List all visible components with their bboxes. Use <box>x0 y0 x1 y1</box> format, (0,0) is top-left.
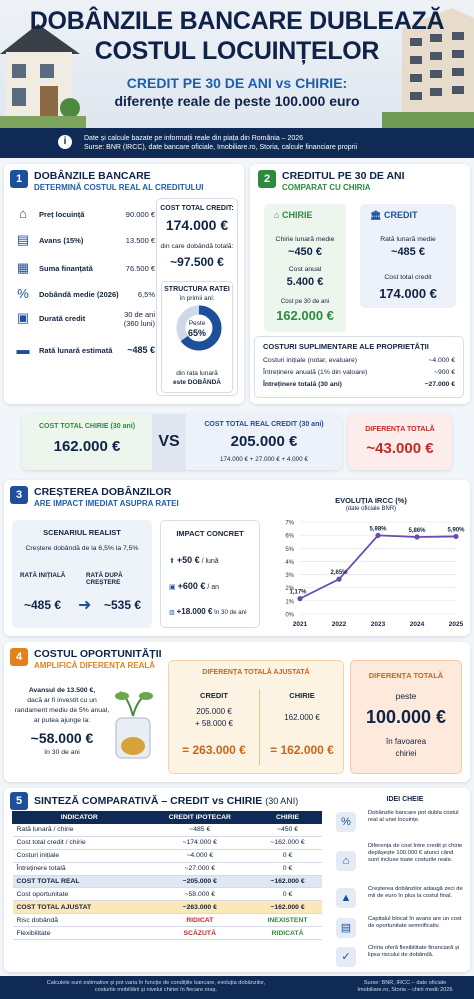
footer-sources: Surse: BNR, IRCC – date oficiale Imobiliare.ro, Storia – chirii medii 2026 <box>357 980 453 993</box>
cost-summary-box: COST TOTAL CREDIT: 174.000 € din care dobândă totală: ~97.500 € STRUCTURA RATEI în primii ani: Peste 65% din rata lunară este DOBÂNDĂ <box>156 198 238 396</box>
percent-icon: % <box>17 286 29 301</box>
row-financed: ▦ Suma finanțată 76.500 € <box>14 260 149 278</box>
data-point <box>336 577 341 582</box>
building-icon: ▥ <box>169 609 175 616</box>
y-tick-label: 6% <box>285 533 294 540</box>
section-title: CREȘTEREA DOBÂNZILOR <box>34 486 172 498</box>
series-line <box>300 535 456 598</box>
wallet-icon: ▬ <box>16 342 30 357</box>
x-tick-label: 2022 <box>331 621 347 628</box>
impact-box: IMPACT CONCRET ⬆ +50 € / lună ▣ +600 € / an ▥ +18.000 € în 30 de ani <box>160 520 260 628</box>
footer <box>0 976 474 999</box>
table-row: Costuri inițiale ~4.000 € 0 € <box>13 849 322 862</box>
section-number: 5 <box>10 792 28 810</box>
coins-icon: ▤ <box>16 232 30 247</box>
idea-item: ⌂ Diferența de cost între credit și chirie depășește 100.000 € atunci când sunt incluse toate costurile reale. <box>336 843 466 883</box>
idea-item: ▲ Creșterea dobânzilor adaugă zeci de mii de euro în plus la costul final. <box>336 886 466 916</box>
opportunity-text: Avansul de 13.500 €, dacă ar fi investit cu un randament mediu de 5% anual, ar putea ajunge la: ~58.000 € în 30 de ani <box>14 687 110 756</box>
summary-table: INDICATOR CREDIT IPOTECAR CHIRIE Rată lunară / chirie ~485 € ~450 € Cost total credit / chirie ~174.000 € ~162.000 € Costuri inițiale ~4.000 € 0 € Întreținere totală ~27.000 € 0 € COST TOTAL REAL ~205.000 € ~162.000 € Cost oportunitate ~58.000 € 0 € COST TOTAL AJUSTAT ~263.000 € ~162.000 € Risc dobândă RIDICAT INEXISTENT Flexibilitate SCĂZUTĂ RIDICATĂ <box>12 811 322 940</box>
x-tick-label: 2025 <box>448 621 464 628</box>
calendar-icon: ▣ <box>16 310 30 325</box>
section-4-card <box>4 642 470 782</box>
data-point <box>453 534 458 539</box>
idea-item: ✓ Chiria oferă flexibilitate financiară și lipsa riscului de dobândă. <box>336 945 466 975</box>
y-tick-label: 3% <box>285 573 294 580</box>
idea-item: ▤ Capitalul blocat în avans are un cost de oportunitate semnificativ. <box>336 916 466 946</box>
section-title: SINTEZĂ COMPARATIVĂ – CREDIT vs CHIRIE (30 ANI) <box>34 795 299 807</box>
house-icon: ⌂ <box>274 210 280 220</box>
section-title: CREDITUL PE 30 DE ANI <box>282 170 405 182</box>
ideas-title: IDEI CHEIE <box>386 796 424 803</box>
section-subtitle: AMPLIFICĂ DIFERENȚA REALĂ <box>34 661 156 670</box>
row-price: ⌂ Preț locuință 90.000 € <box>14 206 149 224</box>
section-subtitle: COMPARAT CU CHIRIA <box>282 183 371 192</box>
vs-label: VS <box>152 414 186 470</box>
table-row: Risc dobândă RIDICAT INEXISTENT <box>13 914 322 927</box>
house-icon: ⌂ <box>19 206 27 221</box>
ircc-line-chart <box>266 514 466 634</box>
section-title: DOBÂNZILE BANCARE <box>34 170 151 182</box>
table-row: Flexibilitate SCĂZUTĂ RIDICATĂ <box>13 927 322 940</box>
chart-subtitle: (date oficiale BNR) <box>345 506 397 512</box>
difference-box: DIFERENȚA TOTALĂ ~43.000 € <box>348 414 452 470</box>
adjusted-diff-box: DIFERENȚA TOTALĂ AJUSTATĂ CREDIT CHIRIE 205.000 € + 58.000 € 162.000 € = 263.000 € = 162.000 € <box>168 660 344 774</box>
data-point <box>414 534 419 539</box>
data-label: 2,65% <box>330 570 348 577</box>
data-label: 5,98% <box>369 526 387 533</box>
final-diff-box: DIFERENȚA TOTALĂ peste 100.000 € în favoarea chiriei <box>350 660 462 774</box>
data-label: 5,90% <box>447 527 465 534</box>
house-icon: ⌂ <box>336 851 356 871</box>
data-label: 5,86% <box>408 527 426 534</box>
arrow-right-icon: ➜ <box>78 597 92 614</box>
footer-disclaimer: Calculele sunt estimative și pot varia în funcție de condițiile bancare, evoluția dobânzilor, costurile mobiliării și nivelul chiriei în fiecare oraș. <box>46 980 266 993</box>
y-tick-label: 0% <box>285 612 294 619</box>
total-compare-bar <box>22 414 342 470</box>
section-3-card <box>4 480 470 636</box>
row-interest: % Dobândă medie (2026) 6,5% <box>14 286 149 304</box>
credit-box: 🏛 CREDIT Rată lunară medie ~485 € Cost total credit 174.000 € <box>360 204 456 308</box>
data-point <box>297 596 302 601</box>
credit-total: COST TOTAL REAL CREDIT (30 ani) 205.000 € 174.000 € + 27.000 € + 4.000 € <box>186 414 342 470</box>
section-number: 1 <box>10 170 28 188</box>
x-tick-label: 2023 <box>370 621 386 628</box>
row-duration: ▣ Durată credit 30 de ani (360 luni) <box>14 310 149 334</box>
money-jar-icon <box>108 686 158 762</box>
table-row: Cost total credit / chirie ~174.000 € ~162.000 € <box>13 836 322 849</box>
sources-line-2: Surse: BNR (IRCC), date bancare oficiale, Imobiliare.ro, Storia, calcule financiare proprii <box>84 144 358 151</box>
y-tick-label: 5% <box>285 546 294 553</box>
rent-total: COST TOTAL CHIRIE (30 ani) 162.000 € <box>22 414 152 470</box>
table-row: Cost oportunitate ~58.000 € 0 € <box>13 888 322 901</box>
data-label: 1,17% <box>289 589 307 596</box>
info-icon: i <box>58 135 72 149</box>
row-monthly: ▬ Rată lunară estimată ~485 € <box>14 342 149 360</box>
section-number: 4 <box>10 648 28 666</box>
row-advance: ▤ Avans (15%) 13.500 € <box>14 232 149 250</box>
checkmark-icon: ✓ <box>336 947 356 967</box>
percent-icon: % <box>336 812 356 832</box>
section-subtitle: ARE IMPACT IMEDIAT ASUPRA RATEI <box>34 499 179 508</box>
section-title: COSTUL OPORTUNITĂȚII <box>34 648 162 660</box>
data-point <box>375 533 380 538</box>
section-subtitle: DETERMINĂ COSTUL REAL AL CREDITULUI <box>34 183 204 192</box>
rent-box: ⌂ CHIRIE Chirie lunară medie ~450 € Cost anual 5.400 € Cost pe 30 de ani 162.000 € <box>264 204 346 332</box>
hero-banner <box>0 0 474 128</box>
scenario-box: SCENARIUL REALIST Creștere dobândă de la 6,5% la 7,5% RATĂ INIȚIALĂ RATĂ DUPĂ CREȘTERE ~485 € ➜ ~535 € <box>12 520 152 628</box>
y-tick-label: 7% <box>285 520 294 527</box>
x-tick-label: 2024 <box>409 621 425 628</box>
calculator-icon: ▦ <box>16 260 30 275</box>
table-row: Rată lunară / chirie ~485 € ~450 € <box>13 824 322 837</box>
sources-line-1: Date și calcule bazate pe informații reale din piața din România – 2026 <box>84 135 304 142</box>
section-1-card <box>4 164 244 404</box>
table-row: Întreținere totală ~27.000 € 0 € <box>13 862 322 875</box>
sources-bar <box>0 128 474 158</box>
coins-icon: ▤ <box>336 918 356 938</box>
page-title: DOBÂNZILE BANCARE DUBLEAZĂ COSTUL LOCUINȚELOR <box>29 7 445 65</box>
bank-icon: 🏛 <box>370 210 382 220</box>
y-tick-label: 1% <box>285 599 294 606</box>
table-row: COST TOTAL REAL ~205.000 € ~162.000 € <box>13 875 322 888</box>
structure-box: STRUCTURA RATEI în primii ani: Peste 65% din rata lunară este DOBÂNDĂ <box>161 281 233 393</box>
x-tick-label: 2021 <box>292 621 308 628</box>
table-row: COST TOTAL AJUSTAT ~263.000 € ~162.000 € <box>13 901 322 914</box>
section-number: 3 <box>10 486 28 504</box>
extra-costs-box: COSTURI SUPLIMENTARE ALE PROPRIETĂȚII Costuri inițiale (notar, evaluare) ~4.000 € Întreținere anuală (1% din valoare) ~900 € Întreținere totală (30 ani) ~27.000 € <box>254 336 464 398</box>
page-subtitle: CREDIT PE 30 DE ANI vs CHIRIE: diferențe reale de peste 100.000 euro <box>114 75 360 109</box>
calendar-icon: ▣ <box>169 584 176 591</box>
section-2-card <box>250 164 470 404</box>
idea-item: % Dobânzile bancare pot dubla costul real al unei locuințe. <box>336 810 466 840</box>
y-tick-label: 2% <box>285 586 294 593</box>
arrow-up-icon: ⬆ <box>169 558 175 565</box>
chart-up-icon: ▲ <box>336 888 356 908</box>
chart-title: EVOLUȚIA IRCC (%) <box>335 496 407 505</box>
y-tick-label: 4% <box>285 559 294 566</box>
section-number: 2 <box>258 170 276 188</box>
